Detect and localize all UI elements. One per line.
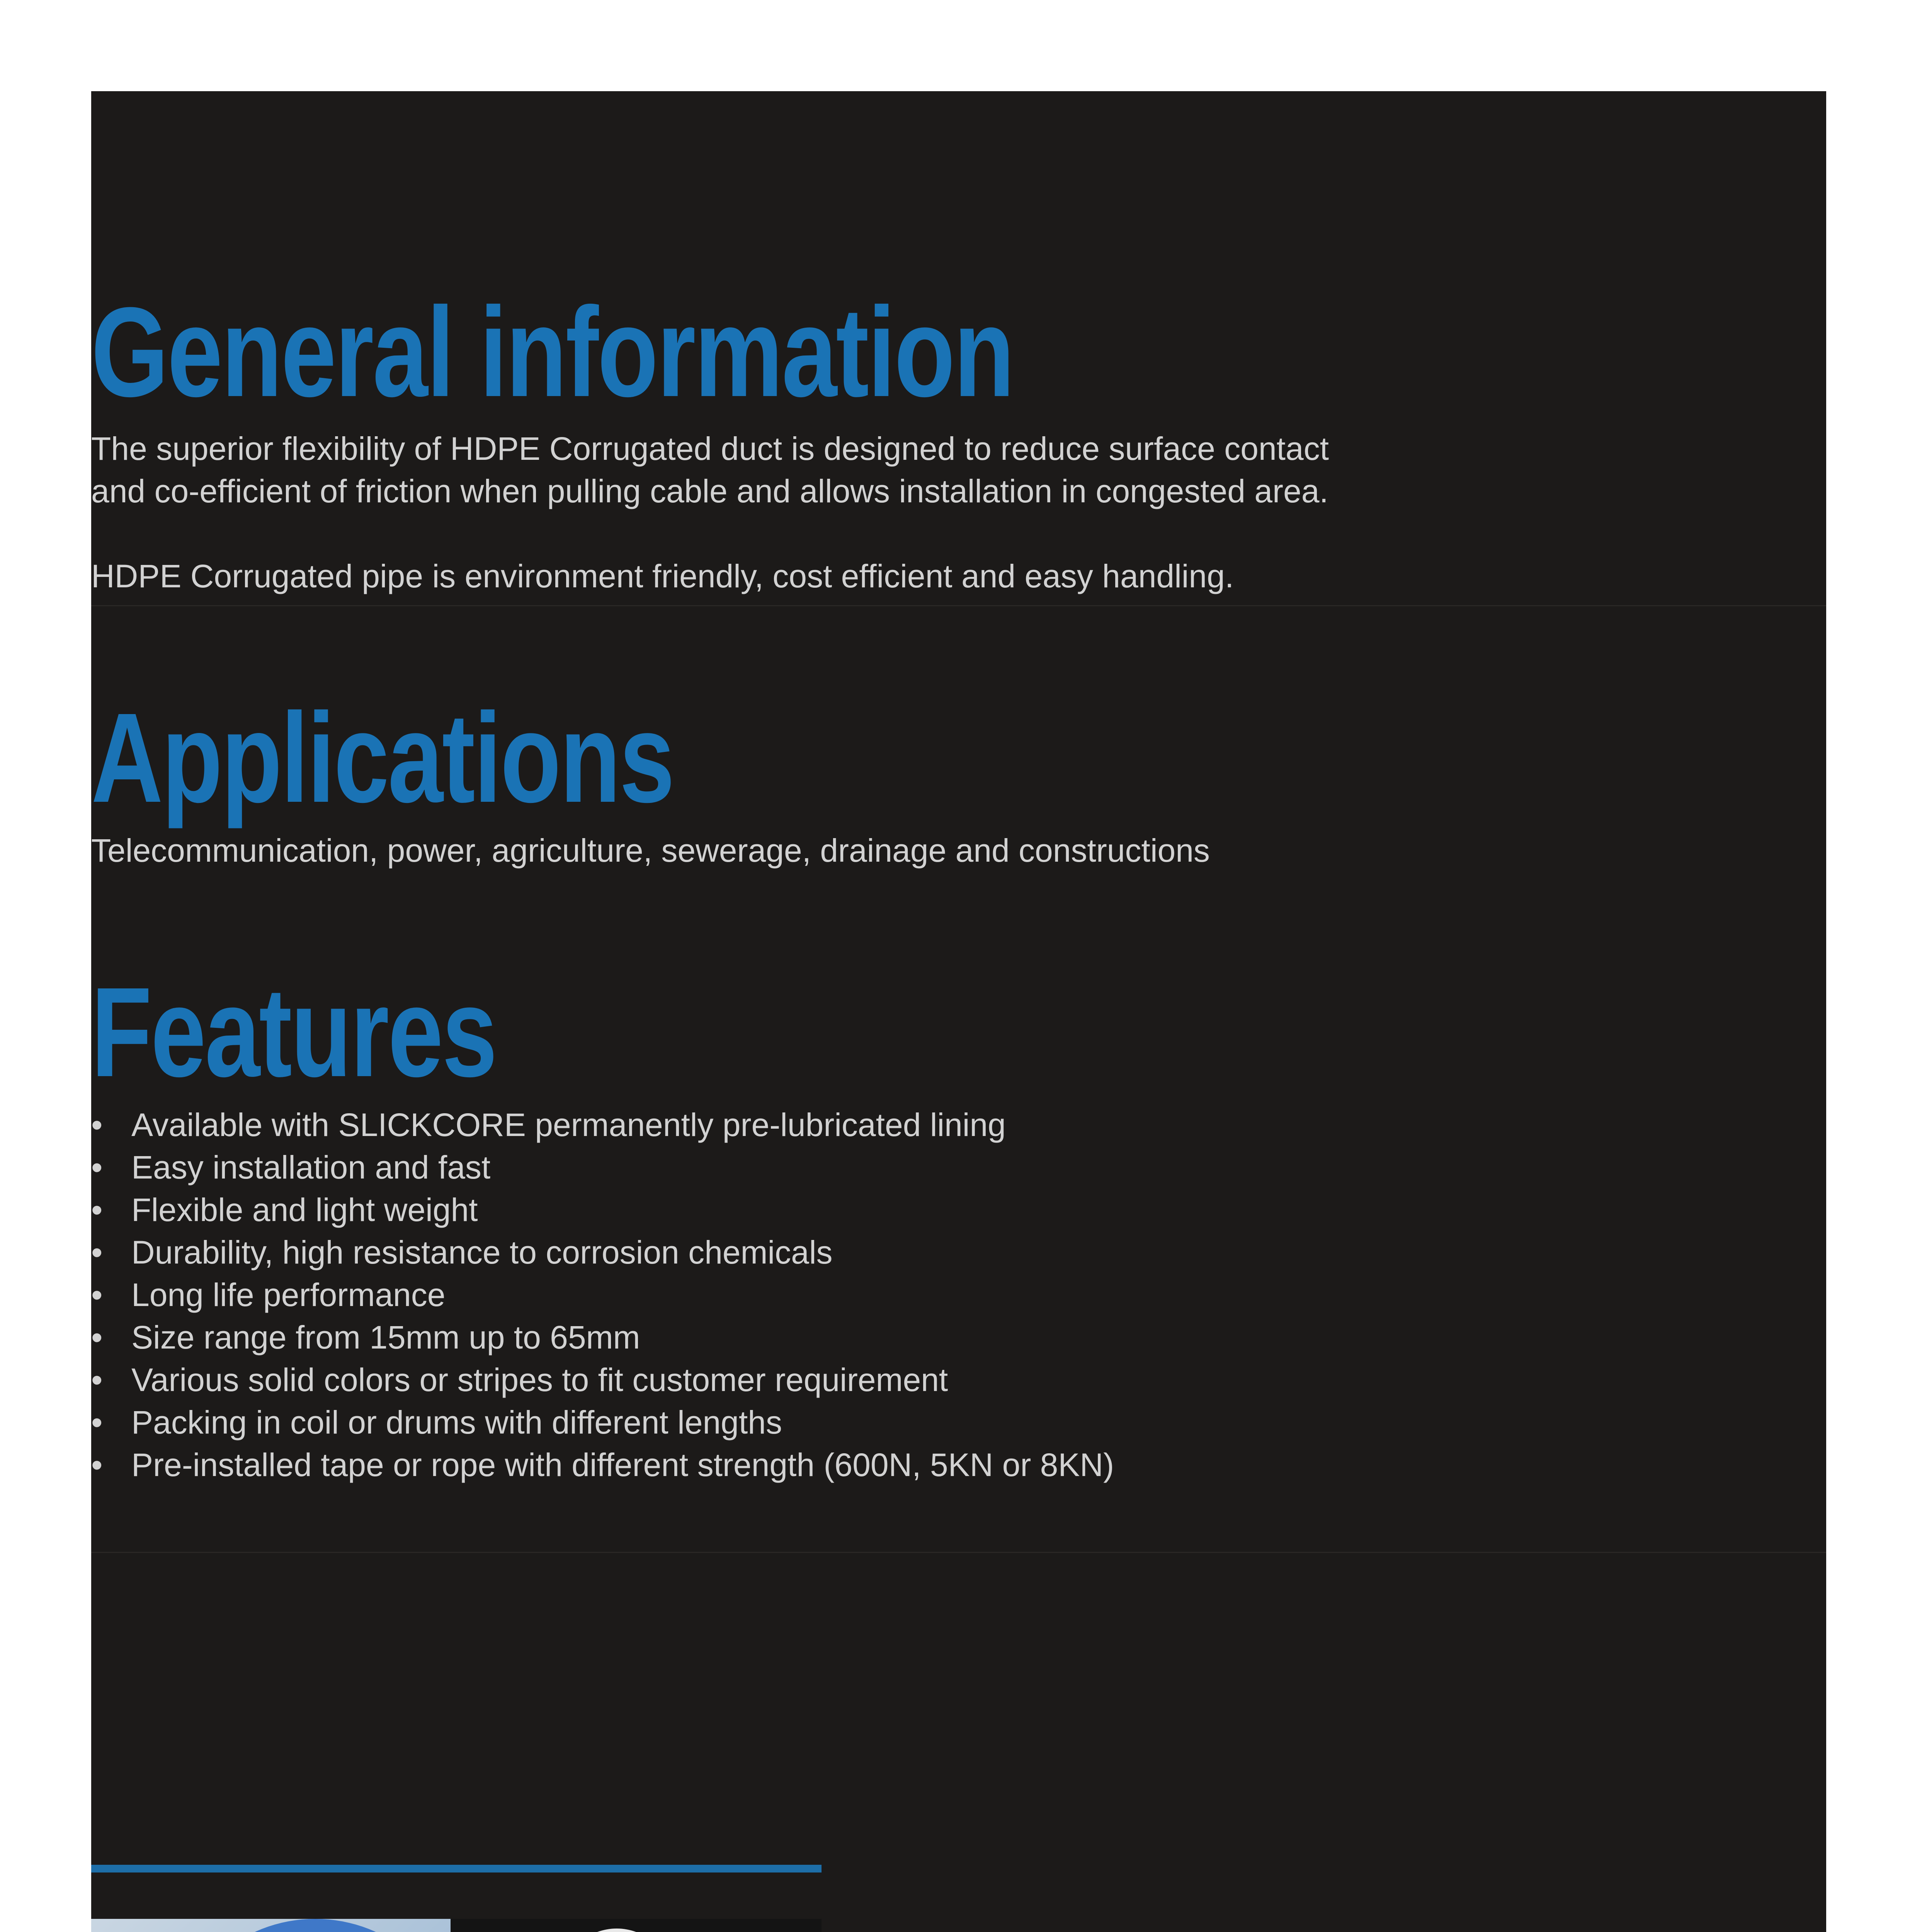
feature-item: • Long life performance	[91, 1274, 1114, 1316]
bullet-icon: •	[91, 1234, 103, 1270]
product-photo-grid	[91, 1919, 822, 1932]
feature-item: • Available with SLICKCORE permanently pre-lubricated lining	[91, 1104, 1114, 1146]
feature-item: • Durability, high resistance to corrosion chemicals	[91, 1231, 1114, 1274]
blue-pipe-photo	[91, 1919, 451, 1932]
colored-pipes-photo	[451, 1919, 822, 1932]
bullet-icon: •	[91, 1319, 103, 1355]
feature-item: • Various solid colors or stripes to fit customer requirement	[91, 1359, 1114, 1401]
brochure-page	[91, 91, 1826, 1932]
general-information-line-1: The superior flexibility of HDPE Corrugated duct is designed to reduce surface contact	[91, 430, 1329, 467]
general-information-line-2: and co-efficient of friction when pulling cable and allows installation in congested area.	[91, 473, 1328, 509]
general-information-heading: General information	[91, 281, 1014, 423]
feature-item: • Pre-installed tape or rope with different strength (600N, 5KN or 8KN)	[91, 1444, 1114, 1486]
feature-item: • Flexible and light weight	[91, 1189, 1114, 1231]
bullet-icon: •	[91, 1277, 103, 1313]
features-list	[91, 1104, 1114, 1486]
features-heading: Features	[91, 961, 497, 1103]
general-information-paragraph-2: HDPE Corrugated pipe is environment friendly, cost efficient and easy handling.	[91, 558, 1234, 594]
feature-item: • Easy installation and fast	[91, 1146, 1114, 1189]
applications-heading: Applications	[91, 686, 674, 829]
applications-text: Telecommunication, power, agriculture, sewerage, drainage and constructions	[91, 832, 1210, 869]
bullet-icon: •	[91, 1149, 103, 1185]
section-divider	[91, 605, 1826, 606]
bullet-icon: •	[91, 1447, 103, 1483]
bullet-icon: •	[91, 1404, 103, 1440]
bullet-icon: •	[91, 1107, 103, 1143]
accent-bar-top	[91, 1865, 822, 1872]
general-information-paragraph-1	[91, 427, 1329, 512]
bullet-icon: •	[91, 1192, 103, 1228]
feature-item: • Packing in coil or drums with different lengths	[91, 1401, 1114, 1444]
feature-item: • Size range from 15mm up to 65mm	[91, 1316, 1114, 1359]
section-divider	[91, 1552, 1826, 1553]
bullet-icon: •	[91, 1362, 103, 1398]
